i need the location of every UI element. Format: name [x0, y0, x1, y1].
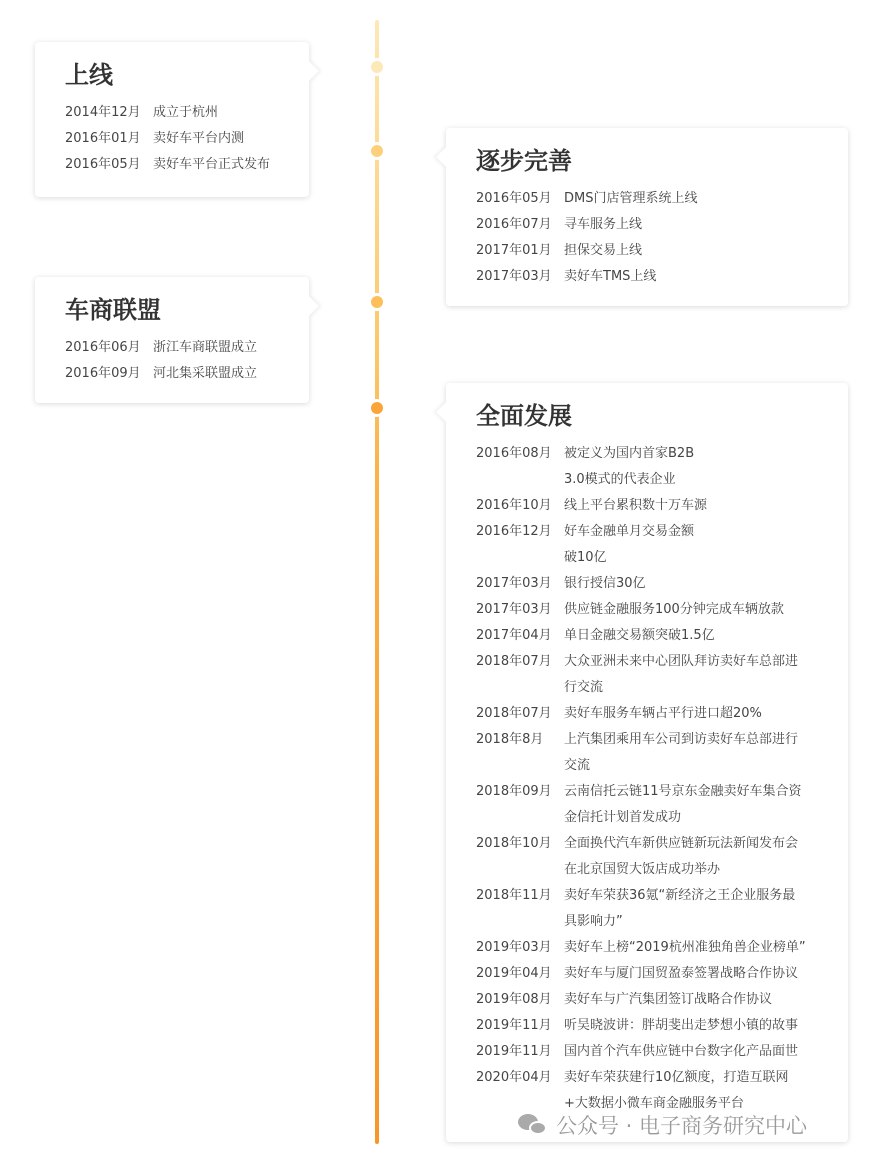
timeline-entry — [65, 335, 309, 361]
entry-line: 具影响力” — [564, 914, 623, 929]
timeline-dot — [368, 142, 386, 160]
entry-text — [564, 519, 694, 571]
entry-date: 2017年01月 — [476, 243, 552, 258]
entry-date: 2018年11月 — [476, 888, 552, 903]
entry-date: 2016年08月 — [476, 446, 552, 461]
entry-date: 2016年10月 — [476, 498, 552, 513]
entry-date: 2016年09月 — [65, 366, 141, 381]
timeline-entry — [476, 238, 848, 264]
entry-line: 卖好车荣获36氪“新经济之王企业服务最 — [564, 888, 796, 903]
timeline-card — [446, 383, 848, 1142]
entry-line: 卖好车平台正式发布 — [153, 157, 271, 172]
entry-text — [153, 152, 270, 178]
timeline-entry — [65, 361, 309, 387]
timeline-dot — [368, 58, 386, 76]
entry-text — [153, 126, 244, 152]
entry-text — [564, 987, 772, 1013]
entry-text — [564, 212, 642, 238]
entry-text — [564, 935, 806, 961]
timeline-entry — [476, 186, 848, 212]
entry-text — [564, 571, 646, 597]
entry-line: 被定义为国内首家B2B — [564, 446, 695, 461]
entry-line: 银行授信30亿 — [564, 576, 646, 591]
entry-date: 2016年05月 — [476, 191, 552, 206]
timeline-entry — [476, 623, 848, 649]
entry-text — [564, 649, 798, 701]
entry-text — [564, 727, 798, 779]
entry-date: 2016年06月 — [65, 340, 141, 355]
entry-date: 2019年11月 — [476, 1018, 552, 1033]
timeline-entry — [476, 493, 848, 519]
entry-text — [564, 1039, 798, 1065]
entry-text — [564, 779, 802, 831]
entry-date: 2017年03月 — [476, 269, 552, 284]
timeline-entry — [476, 701, 848, 727]
timeline-dot — [368, 399, 386, 417]
entry-text — [564, 961, 798, 987]
wechat-icon — [518, 1114, 548, 1136]
timeline-entry — [476, 571, 848, 597]
timeline-entry — [476, 1039, 848, 1065]
entry-line: 在北京国贸大饭店成功举办 — [564, 862, 721, 877]
timeline-entry — [476, 831, 848, 883]
entry-text — [564, 701, 762, 727]
entry-line: 上汽集团乘用车公司到访卖好车总部进行 — [564, 732, 799, 747]
entry-line: 行交流 — [564, 680, 604, 695]
entry-date: 2017年04月 — [476, 628, 552, 643]
entry-line: 卖好车与厦门国贸盈泰签署战略合作协议 — [564, 966, 799, 981]
entry-text — [564, 441, 694, 493]
entry-date: 2018年09月 — [476, 784, 552, 799]
timeline-entry — [476, 987, 848, 1013]
timeline-card — [35, 277, 309, 403]
timeline-card — [446, 128, 848, 306]
entry-line: 单日金融交易额突破1.5亿 — [564, 628, 715, 643]
entry-date: 2016年05月 — [65, 157, 141, 172]
entry-text — [153, 335, 257, 361]
card-title: 逐步完善 — [476, 147, 572, 175]
entry-line: 破10亿 — [564, 550, 607, 565]
entry-line: DMS门店管理系统上线 — [564, 191, 698, 206]
entry-line: 卖好车平台内测 — [153, 131, 245, 146]
entry-line: 线上平台累积数十万车源 — [564, 498, 708, 513]
entry-text — [564, 238, 642, 264]
entry-line: 国内首个汽车供应链中台数字化产品面世 — [564, 1044, 799, 1059]
watermark-text: 公众号 · 电子商务研究中心 — [556, 1114, 808, 1138]
entry-line: 成立于杭州 — [153, 105, 219, 120]
card-title: 上线 — [65, 61, 113, 89]
timeline-entry — [476, 1013, 848, 1039]
entry-date: 2018年07月 — [476, 654, 552, 669]
entry-text — [153, 100, 218, 126]
entry-date: 2018年07月 — [476, 706, 552, 721]
timeline-entry — [476, 212, 848, 238]
entry-date: 2016年07月 — [476, 217, 552, 232]
entry-line: 供应链金融服务100分钟完成车辆放款 — [564, 602, 784, 617]
entry-line: 金信托计划首发成功 — [564, 810, 682, 825]
entry-text — [564, 623, 715, 649]
timeline-dot — [368, 293, 386, 311]
timeline-entry — [65, 100, 309, 126]
entry-date: 2019年11月 — [476, 1044, 552, 1059]
timeline-entry — [476, 264, 848, 290]
entry-line: 卖好车上榜“2019杭州准独角兽企业榜单” — [564, 940, 806, 955]
entry-date: 2018年8月 — [476, 732, 544, 747]
entry-text — [564, 883, 795, 935]
entry-line: +大数据小微车商金融服务平台 — [564, 1096, 744, 1111]
entry-date: 2018年10月 — [476, 836, 552, 851]
entry-line: 听吴晓波讲：胖胡斐出走梦想小镇的故事 — [564, 1018, 799, 1033]
timeline-entry — [476, 935, 848, 961]
timeline-entry — [476, 779, 848, 831]
entry-text — [153, 361, 257, 387]
entry-text — [564, 493, 707, 519]
entry-line: 河北集采联盟成立 — [153, 366, 258, 381]
timeline-entry — [476, 597, 848, 623]
timeline-entry — [476, 883, 848, 935]
entry-text — [564, 1013, 798, 1039]
entry-line: 交流 — [564, 758, 591, 773]
timeline-entry — [476, 441, 848, 493]
timeline-entry — [476, 727, 848, 779]
entry-text — [564, 186, 697, 212]
entry-date: 2019年03月 — [476, 940, 552, 955]
entry-line: 大众亚洲未来中心团队拜访卖好车总部进 — [564, 654, 799, 669]
card-title: 全面发展 — [476, 402, 572, 430]
timeline-entry — [476, 649, 848, 701]
entry-line: 寻车服务上线 — [564, 217, 643, 232]
entry-line: 卖好车与广汽集团签订战略合作协议 — [564, 992, 773, 1007]
entry-line: 好车金融单月交易金额 — [564, 524, 695, 539]
timeline-entry — [65, 126, 309, 152]
entry-date: 2017年03月 — [476, 602, 552, 617]
timeline-card — [35, 42, 309, 197]
timeline-entry — [65, 152, 309, 178]
entry-date: 2017年03月 — [476, 576, 552, 591]
timeline-entry — [476, 519, 848, 571]
timeline-entry — [476, 961, 848, 987]
entry-date: 2019年04月 — [476, 966, 552, 981]
entry-date: 2016年01月 — [65, 131, 141, 146]
entry-line: 3.0模式的代表企业 — [564, 472, 676, 487]
entry-date: 2016年12月 — [476, 524, 552, 539]
entry-line: 担保交易上线 — [564, 243, 643, 258]
entry-text — [564, 831, 798, 883]
entry-line: 云南信托云链11号京东金融卖好车集合资 — [564, 784, 802, 799]
entry-date: 2020年04月 — [476, 1070, 552, 1085]
entry-date: 2014年12月 — [65, 105, 141, 120]
timeline-axis — [375, 20, 379, 1144]
timeline-entry — [476, 1065, 848, 1117]
entry-line: 浙江车商联盟成立 — [153, 340, 258, 355]
entry-text — [564, 597, 784, 623]
entry-line: 卖好车荣获建行10亿额度，打造互联网 — [564, 1070, 789, 1085]
entry-text — [564, 1065, 789, 1117]
entry-line: 全面换代汽车新供应链新玩法新闻发布会 — [564, 836, 799, 851]
entry-line: 卖好车服务车辆占平行进口超20% — [564, 706, 762, 721]
entry-text — [564, 264, 656, 290]
entry-date: 2019年08月 — [476, 992, 552, 1007]
card-title: 车商联盟 — [65, 296, 161, 324]
entry-line: 卖好车TMS上线 — [564, 269, 657, 284]
